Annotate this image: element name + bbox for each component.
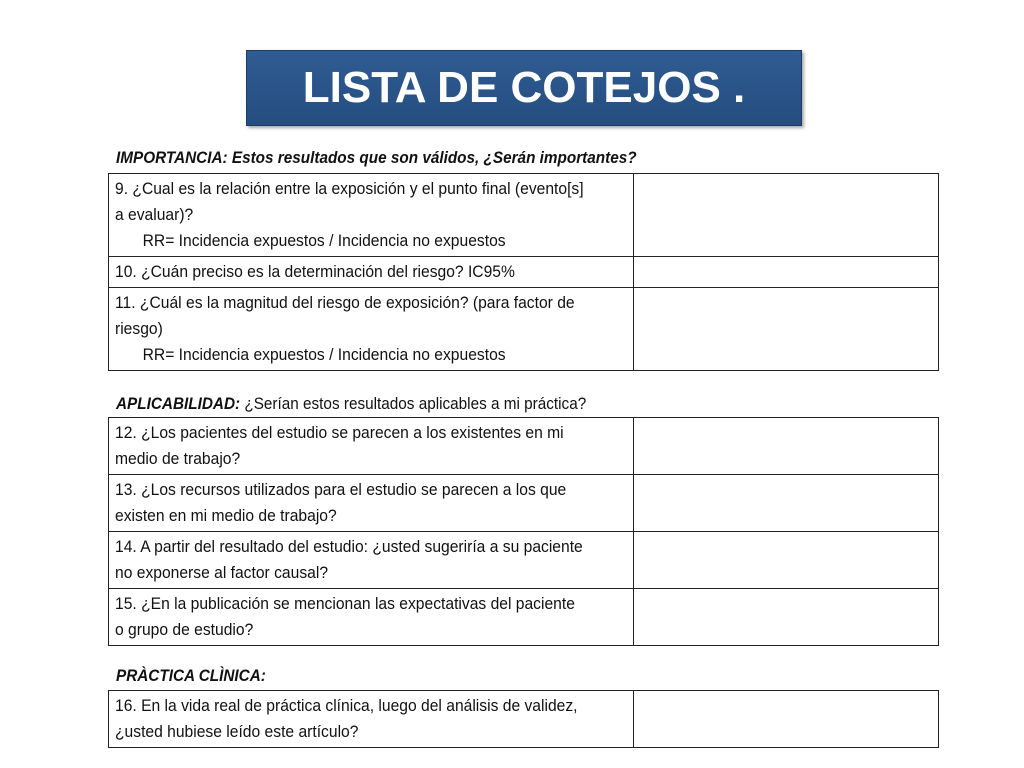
table-row	[109, 288, 939, 371]
question-cell	[109, 532, 634, 589]
table-row	[109, 691, 939, 748]
question-text: 9. ¿Cual es la relación entre la exposición y el punto final (evento[s] a evaluar)?	[115, 179, 584, 224]
page-title: LISTA DE COTEJOS .	[302, 63, 746, 112]
table-row	[109, 418, 939, 475]
question-cell	[109, 475, 634, 532]
question-text: 10. ¿Cuán preciso es la determinación del riesgo? IC95%	[115, 262, 515, 281]
table-row	[109, 589, 939, 646]
question-cell	[109, 691, 634, 748]
checklist-table-practica	[108, 690, 939, 748]
answer-cell[interactable]	[634, 174, 939, 257]
section-heading-rest: ¿Serían estos resultados aplicables a mi práctica?	[240, 394, 587, 413]
formula-text: RR= Incidencia expuestos / Incidencia no expuestos	[142, 231, 506, 250]
section-heading-strong: IMPORTANCIA: Estos resultados que son válidos, ¿Serán importantes?	[116, 148, 637, 167]
answer-cell[interactable]	[634, 257, 939, 288]
answer-cell[interactable]	[634, 532, 939, 589]
question-cell	[109, 288, 634, 371]
answer-cell[interactable]	[634, 475, 939, 532]
answer-cell[interactable]	[634, 589, 939, 646]
section-heading-importancia	[116, 148, 637, 168]
question-cell	[109, 174, 634, 257]
question-text: 15. ¿En la publicación se mencionan las expectativas del paciente o grupo de estudio?	[115, 594, 575, 639]
question-text: 11. ¿Cuál es la magnitud del riesgo de exposición? (para factor de riesgo)	[115, 293, 575, 338]
question-text: 12. ¿Los pacientes del estudio se parecen a los existentes en mi medio de trabajo?	[115, 423, 564, 468]
table-row	[109, 475, 939, 532]
question-cell	[109, 589, 634, 646]
checklist-table-importancia	[108, 173, 939, 371]
question-text: 14. A partir del resultado del estudio: ¿usted sugeriría a su paciente no exponerse al factor causal?	[115, 537, 583, 582]
section-heading-strong: APLICABILIDAD:	[116, 394, 241, 413]
question-text: 13. ¿Los recursos utilizados para el estudio se parecen a los que existen en mi medio de trabajo?	[115, 480, 567, 525]
answer-cell[interactable]	[634, 691, 939, 748]
table-row	[109, 532, 939, 589]
question-text: 16. En la vida real de práctica clínica, luego del análisis de validez, ¿usted hubiese leído este artículo?	[115, 696, 578, 741]
title-banner	[246, 50, 802, 126]
answer-cell[interactable]	[634, 288, 939, 371]
table-row	[109, 257, 939, 288]
section-heading-aplicabilidad	[116, 394, 586, 414]
checklist-table-aplicabilidad	[108, 417, 939, 646]
question-cell	[109, 418, 634, 475]
question-cell	[109, 257, 634, 288]
table-row	[109, 174, 939, 257]
answer-cell[interactable]	[634, 418, 939, 475]
section-heading-practica	[116, 666, 266, 686]
section-heading-strong: PRÀCTICA CLÌNICA:	[116, 666, 266, 685]
formula-text: RR= Incidencia expuestos / Incidencia no expuestos	[142, 345, 506, 364]
